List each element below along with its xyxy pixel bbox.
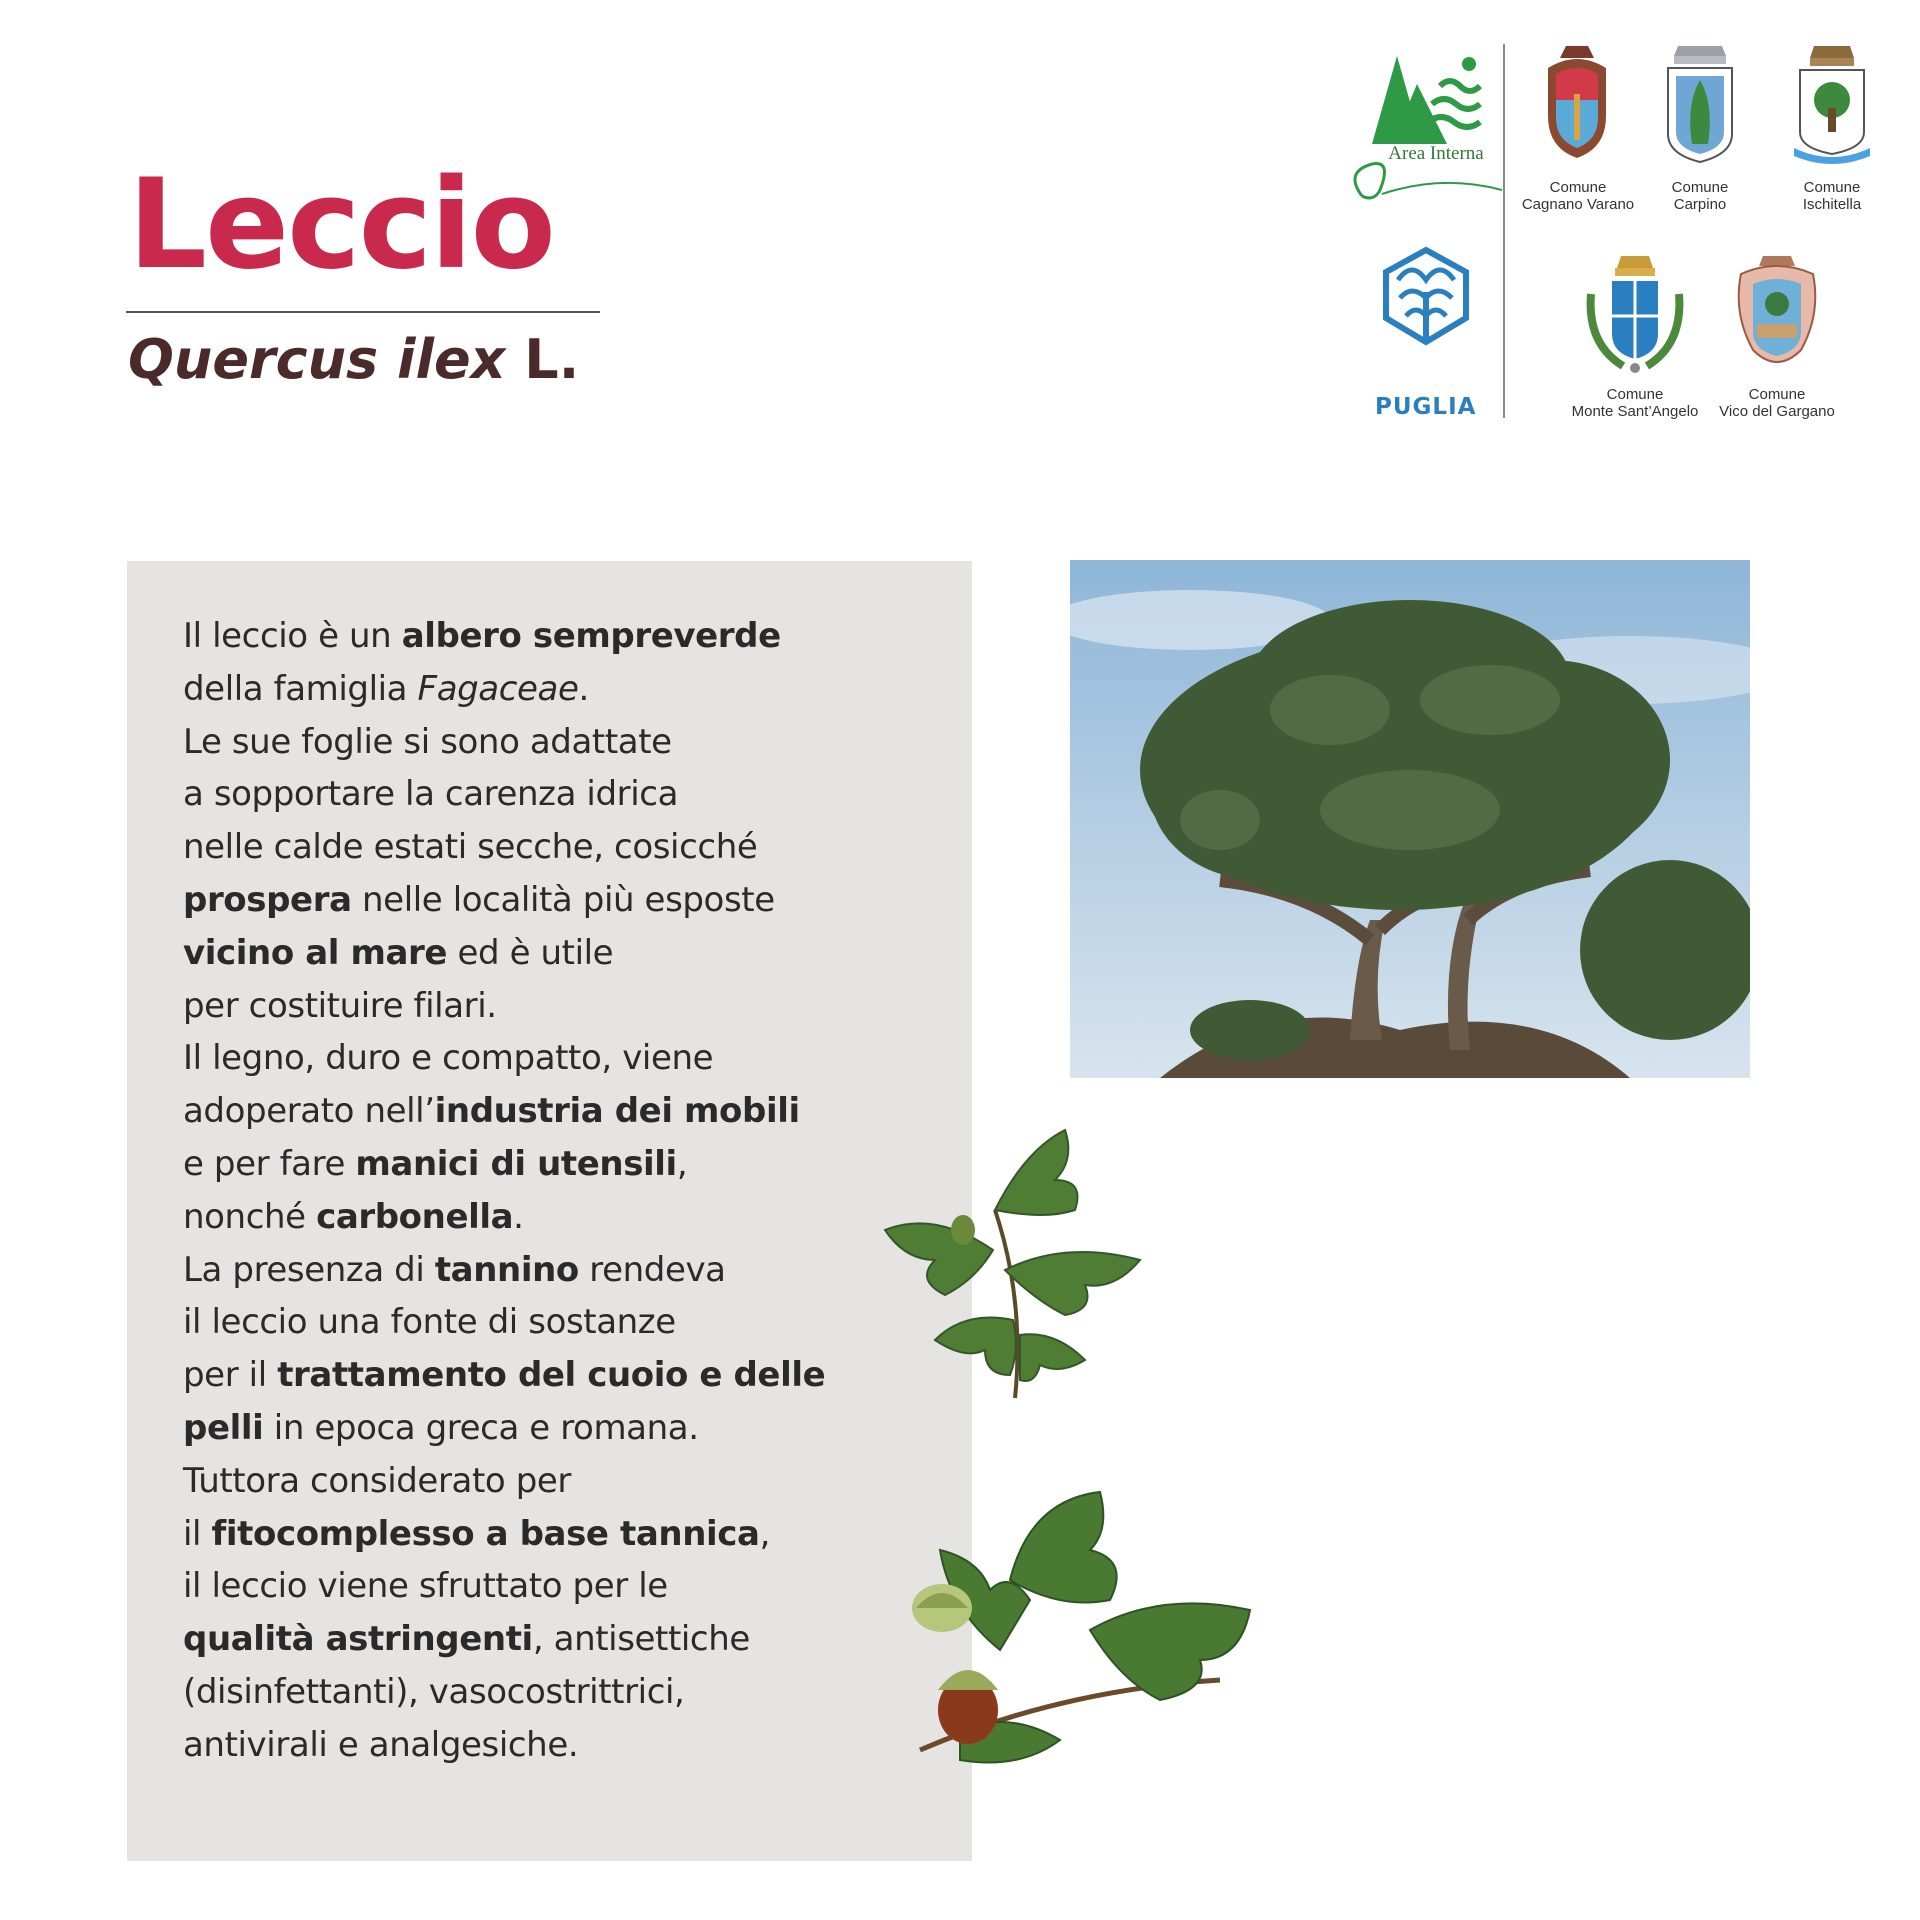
comune-name: Vico del Gargano bbox=[1719, 403, 1835, 420]
body-line: Le sue foglie si sono adattate bbox=[183, 721, 672, 762]
carpino-crest-icon bbox=[1662, 44, 1738, 164]
body-line: adoperato nell’industria dei mobili bbox=[183, 1091, 800, 1132]
comune-label: Comune bbox=[1748, 386, 1806, 403]
cagnano-varano-crest-icon bbox=[1538, 44, 1616, 162]
body-line: prospera nelle località più esposte bbox=[183, 879, 775, 920]
body-line: La presenza di tannino rendeva bbox=[183, 1249, 726, 1290]
body-line: il fitocomplesso a base tannica, bbox=[183, 1513, 771, 1554]
area-interna-gargano-logo bbox=[1322, 44, 1502, 219]
body-line: Il leccio è un albero sempreverde bbox=[183, 616, 781, 656]
body-line: nonché carbonella. bbox=[183, 1196, 524, 1237]
body-line: il leccio una fonte di sostanze bbox=[183, 1302, 676, 1343]
oak-leaves-illustration bbox=[875, 1120, 1150, 1400]
comune-caption-vico-del-gargano bbox=[1697, 386, 1857, 420]
puglia-label: PUGLIA bbox=[1375, 394, 1477, 420]
comune-name: Monte Sant’Angelo bbox=[1571, 403, 1699, 420]
species-name: Quercus ilex bbox=[128, 328, 506, 391]
body-line: qualità astringenti, antisettiche bbox=[183, 1619, 750, 1660]
monte-santangelo-crest-icon bbox=[1583, 254, 1687, 376]
comune-caption-ischitella bbox=[1752, 179, 1912, 213]
description-text bbox=[183, 610, 943, 1772]
vico-del-gargano-crest-icon bbox=[1731, 254, 1823, 374]
puglia-region-logo bbox=[1378, 246, 1474, 346]
body-line: Tuttora considerato per bbox=[183, 1460, 571, 1501]
body-line: per il trattamento del cuoio e delle bbox=[183, 1355, 826, 1396]
holm-oak-tree-photo bbox=[1070, 560, 1750, 1078]
body-line: Il legno, duro e compatto, viene bbox=[183, 1038, 714, 1079]
comune-caption-monte-santangelo bbox=[1555, 386, 1715, 420]
comune-name: Carpino bbox=[1673, 196, 1727, 213]
body-line: della famiglia Fagaceae. bbox=[183, 668, 589, 709]
body-line: a sopportare la carenza idrica bbox=[183, 774, 679, 815]
comune-label: Comune bbox=[1549, 179, 1607, 196]
comune-label: Comune bbox=[1671, 179, 1729, 196]
title-divider bbox=[126, 311, 600, 313]
comune-name: Ischitella bbox=[1802, 196, 1862, 213]
comune-label: Comune bbox=[1606, 386, 1664, 403]
body-line: antivirali e analgesiche. bbox=[183, 1724, 579, 1765]
body-line: (disinfettanti), vasocostrittrici, bbox=[183, 1671, 685, 1712]
scientific-name bbox=[128, 325, 579, 395]
body-line: nelle calde estati secche, cosicché bbox=[183, 827, 758, 868]
body-line: pelli in epoca greca e romana. bbox=[183, 1407, 699, 1448]
body-line: e per fare manici di utensili, bbox=[183, 1143, 688, 1184]
body-line: vicino al mare ed è utile bbox=[183, 932, 614, 973]
comune-label: Comune bbox=[1803, 179, 1861, 196]
page-title: Leccio bbox=[128, 153, 554, 297]
acorn-branch-illustration bbox=[860, 1490, 1270, 1780]
comune-name: Cagnano Varano bbox=[1521, 196, 1635, 213]
logo-divider bbox=[1503, 44, 1505, 418]
body-line: per costituire filari. bbox=[183, 985, 497, 1026]
ischitella-crest-icon bbox=[1790, 44, 1874, 166]
species-author: L. bbox=[505, 328, 580, 391]
area-interna-label: Area Interna bbox=[1388, 143, 1484, 164]
body-line: il leccio viene sfruttato per le bbox=[183, 1566, 668, 1607]
